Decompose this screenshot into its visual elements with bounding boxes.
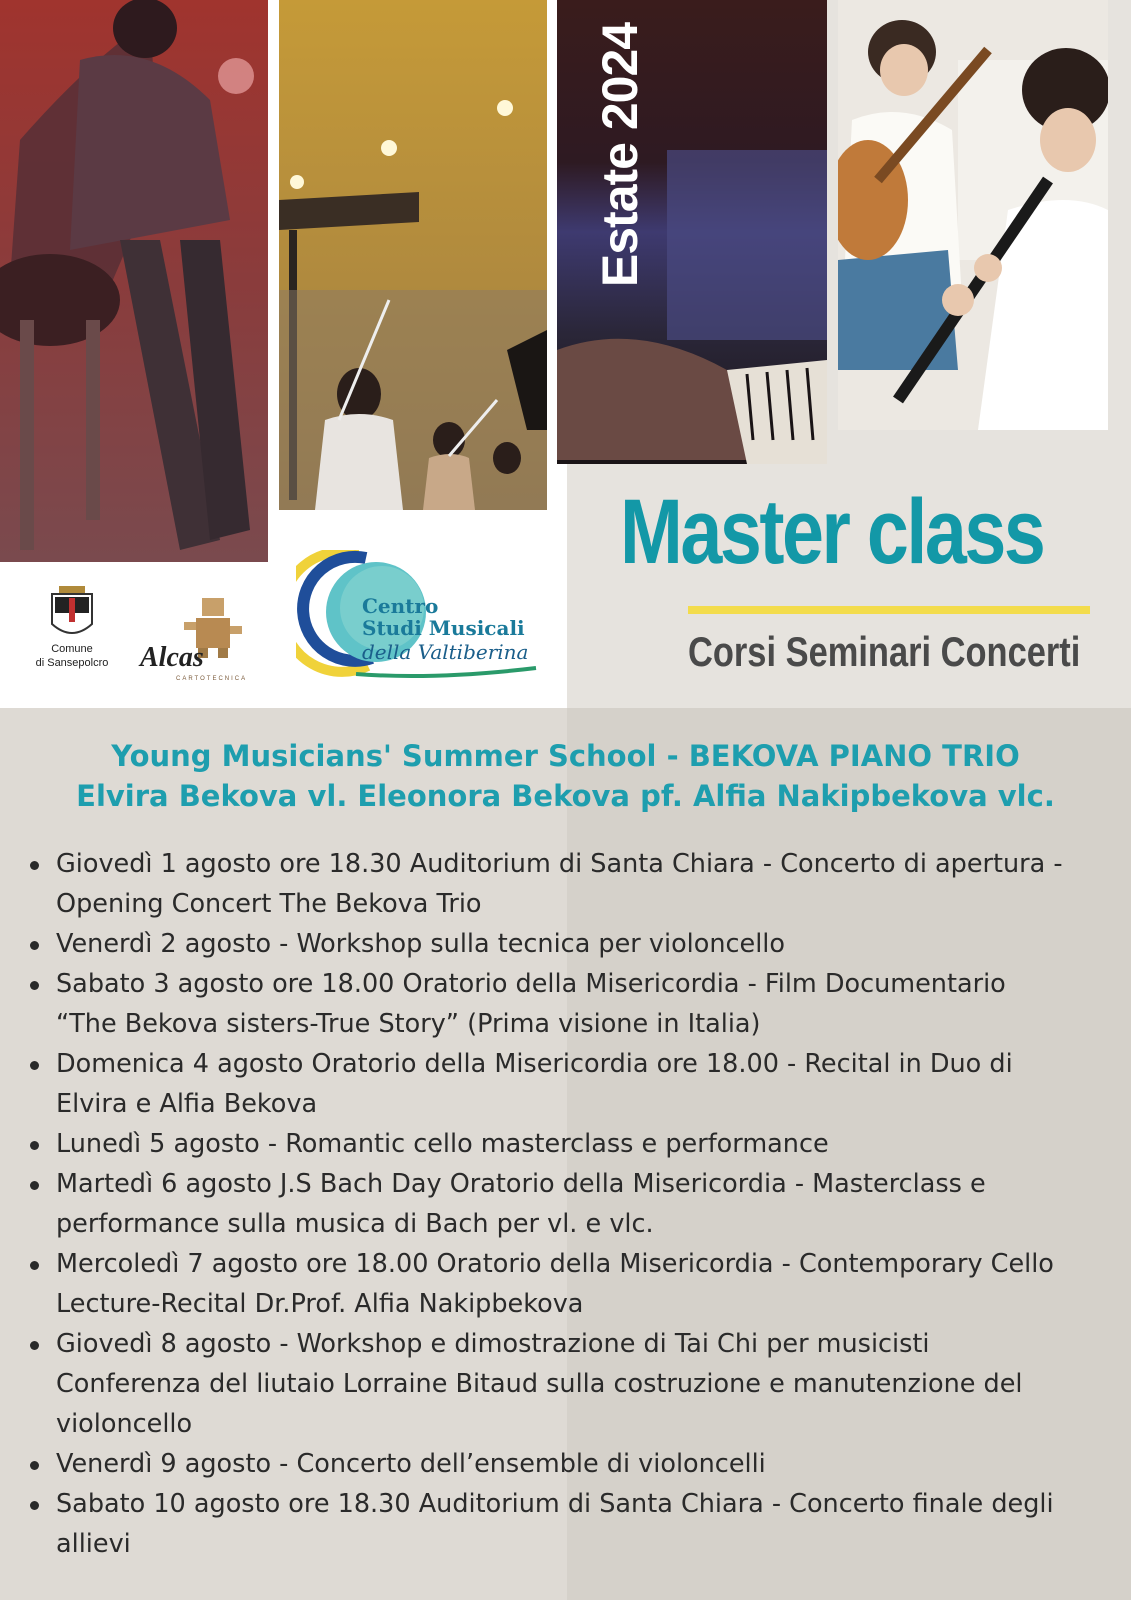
list-item (26, 1044, 1116, 1124)
centro-line1: Centro (362, 594, 439, 618)
comune-logo (22, 586, 122, 690)
centro-line3: della Valtiberina (362, 640, 529, 664)
event-text: Sabato 3 agosto ore 18.00 Oratorio della Misericordia - Film Documentario “The Bekova sisters-True Story” (Prima visione in Italia) (56, 969, 1006, 1039)
heading-line-2: Elvira Bekova vl. Eleonora Bekova pf. Alfia Nakipbekova vlc. (76, 779, 1055, 813)
list-item (26, 1164, 1116, 1244)
event-text: Venerdì 9 agosto - Concerto dell’ensemble di violoncelli (56, 1449, 766, 1479)
event-text: Giovedì 8 agosto - Workshop e dimostrazione di Tai Chi per musicisti Conferenza del liutaio Lorraine Bitaud sulla costruzione e manutenzione del violoncello (56, 1329, 1023, 1439)
heading-line-1: Young Musicians' Summer School - BEKOVA PIANO TRIO (111, 739, 1020, 773)
guitar-clarinet-photo (838, 0, 1108, 430)
comune-label: Comune di Sansepolcro (35, 643, 109, 669)
conductor-photo (0, 0, 268, 562)
title-underline (688, 606, 1090, 614)
alcas-subtext: CARTOTECNICA (176, 676, 248, 682)
event-list (26, 844, 1116, 1564)
event-text: Martedì 6 agosto J.S Bach Day Oratorio della Misericordia - Masterclass e performance sulla musica di Bach per vl. e vlc. (56, 1169, 986, 1239)
list-item (26, 1244, 1116, 1324)
alcas-logo (136, 598, 256, 690)
poster-title: Master class (620, 481, 1044, 583)
season-label: Estate 2024 (592, 22, 648, 288)
poster-subtitle: Corsi Seminari Concerti (688, 628, 1081, 675)
event-text: Venerdì 2 agosto - Workshop sulla tecnica per violoncello (56, 929, 785, 959)
orchestra-photo (279, 0, 547, 510)
event-text: Lunedì 5 agosto - Romantic cello masterclass e performance (56, 1129, 829, 1159)
alcas-brand: Alcas (140, 642, 204, 673)
centro-studi-logo (296, 550, 556, 690)
event-text: Mercoledì 7 agosto ore 18.00 Oratorio della Misericordia - Contemporary Cello Lecture-Recital Dr.Prof. Alfia Nakipbekova (56, 1249, 1054, 1319)
event-text: Giovedì 1 agosto ore 18.30 Auditorium di Santa Chiara - Concerto di apertura - Opening Concert The Bekova Trio (56, 849, 1063, 919)
event-text: Domenica 4 agosto Oratorio della Misericordia ore 18.00 - Recital in Duo di Elvira e Alfia Bekova (56, 1049, 1013, 1119)
coat-of-arms-icon (22, 586, 122, 642)
list-item (26, 1124, 1116, 1164)
list-item (26, 844, 1116, 924)
centro-line2: Studi Musicali (362, 616, 525, 640)
list-item (26, 1444, 1116, 1484)
list-item (26, 924, 1116, 964)
program-heading (0, 736, 1131, 816)
list-item (26, 1484, 1116, 1564)
event-text: Sabato 10 agosto ore 18.30 Auditorium di Santa Chiara - Concerto finale degli allievi (56, 1489, 1054, 1559)
list-item (26, 964, 1116, 1044)
list-item (26, 1324, 1116, 1444)
